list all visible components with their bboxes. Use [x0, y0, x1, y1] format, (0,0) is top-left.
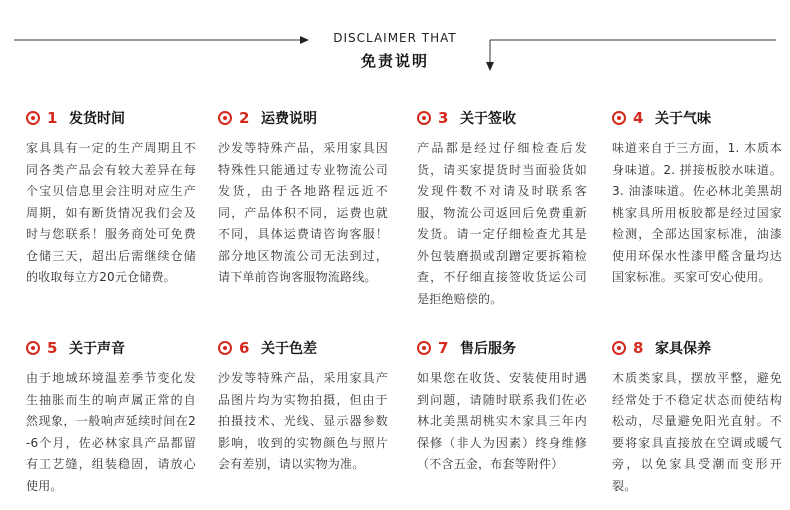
section-title: 发货时间: [69, 111, 125, 127]
section-text: 如果您在收货、安装使用时遇到问题，请随时联系我们佐必林北美黑胡桃实木家具三年内保修（非人为因素）终身维修（不含五金，布套等附件）: [417, 371, 587, 471]
section-title: 关于气味: [655, 111, 711, 127]
target-icon: [417, 111, 431, 125]
section-text: 味道来自于三方面，1. 木质本身味道。2. 拼接板胶水味道。3. 油漆味道。佐必林北美黑胡桃家具所用板胶都是经过国家检测，全部达国家标准，油漆使用环保水性漆甲醛含量均达国家标准。买家可安心使用。: [612, 141, 782, 284]
section-title: 关于签收: [460, 111, 516, 127]
section-furniture-care: [612, 338, 782, 497]
section-shipping-time: [26, 108, 196, 289]
section-freight: [218, 108, 388, 289]
section-title: 运费说明: [261, 111, 317, 127]
disclaimer-header: [0, 0, 790, 80]
target-icon: [26, 111, 40, 125]
target-icon: [26, 341, 40, 355]
section-text: 沙发等特殊产品，采用家具产品图片均为实物拍摄，但由于拍摄技术、光线、显示器参数影响，收到的实物颜色与照片会有差别，请以实物为准。: [218, 371, 388, 471]
section-heading: [417, 108, 587, 128]
section-receipt: [417, 108, 587, 310]
section-heading: [612, 338, 782, 358]
section-text: 沙发等特殊产品，采用家具因特殊性只能通过专业物流公司发货，由于各地路程远近不同，产品体积不同，运费也就不同，具体运费请咨询客服！部分地区物流公司无法到过，请下单前咨询客服物流路线。: [218, 141, 388, 284]
section-text: 产品都是经过仔细检查后发货，请买家提货时当面验货如发现件数不对请及时联系客服，物流公司返回后免费重新发货。请一定仔细检查尤其是外包装磨损或刮蹭定要拆箱检查，不仔细直接签收货运公司是拒绝赔偿的。: [417, 141, 587, 306]
section-number: 2: [239, 109, 250, 127]
section-number: 6: [239, 339, 250, 357]
section-heading: [218, 108, 388, 128]
section-number: 4: [633, 109, 644, 127]
section-number: 8: [633, 339, 644, 357]
target-icon: [417, 341, 431, 355]
section-text: 由于地域环境温差季节变化发生抽胀而生的响声属正常的自然现象，一般响声延续时间在2-6个月，佐必林家具产品都留有工艺缝，组装稳固，请放心使用。: [26, 371, 196, 493]
section-heading: [218, 338, 388, 358]
section-number: 7: [438, 339, 449, 357]
target-icon: [218, 341, 232, 355]
section-after-sales: [417, 338, 587, 476]
title-chinese: 免责说明: [360, 52, 429, 70]
section-color-difference: [218, 338, 388, 476]
section-sound: [26, 338, 196, 497]
section-heading: [417, 338, 587, 358]
section-title: 关于声音: [69, 341, 125, 357]
section-number: 1: [47, 109, 58, 127]
section-heading: [26, 108, 196, 128]
section-odor: [612, 108, 782, 289]
section-title: 售后服务: [460, 341, 516, 357]
section-number: 3: [438, 109, 449, 127]
section-title: 家具保养: [655, 341, 711, 357]
section-text: 木质类家具，摆放平整，避免经常处于不稳定状态而使结构松动，尽量避免阳光直射。不要将家具直接放在空调或暖气旁，以免家具受潮而变形开裂。: [612, 371, 782, 493]
target-icon: [218, 111, 232, 125]
section-text: 家具具有一定的生产周期且不同各类产品会有较大差异在每个宝贝信息里会注明对应生产周期，如有断货情况我们会及时与您联系！服务商处可免费仓储三天，超出后需继续仓储的收取每立方20元仓储费。: [26, 141, 196, 284]
target-icon: [612, 341, 626, 355]
section-heading: [612, 108, 782, 128]
title-english: DISCLAIMER THAT: [333, 31, 457, 45]
target-icon: [612, 111, 626, 125]
section-title: 关于色差: [261, 341, 317, 357]
section-heading: [26, 338, 196, 358]
section-number: 5: [47, 339, 58, 357]
